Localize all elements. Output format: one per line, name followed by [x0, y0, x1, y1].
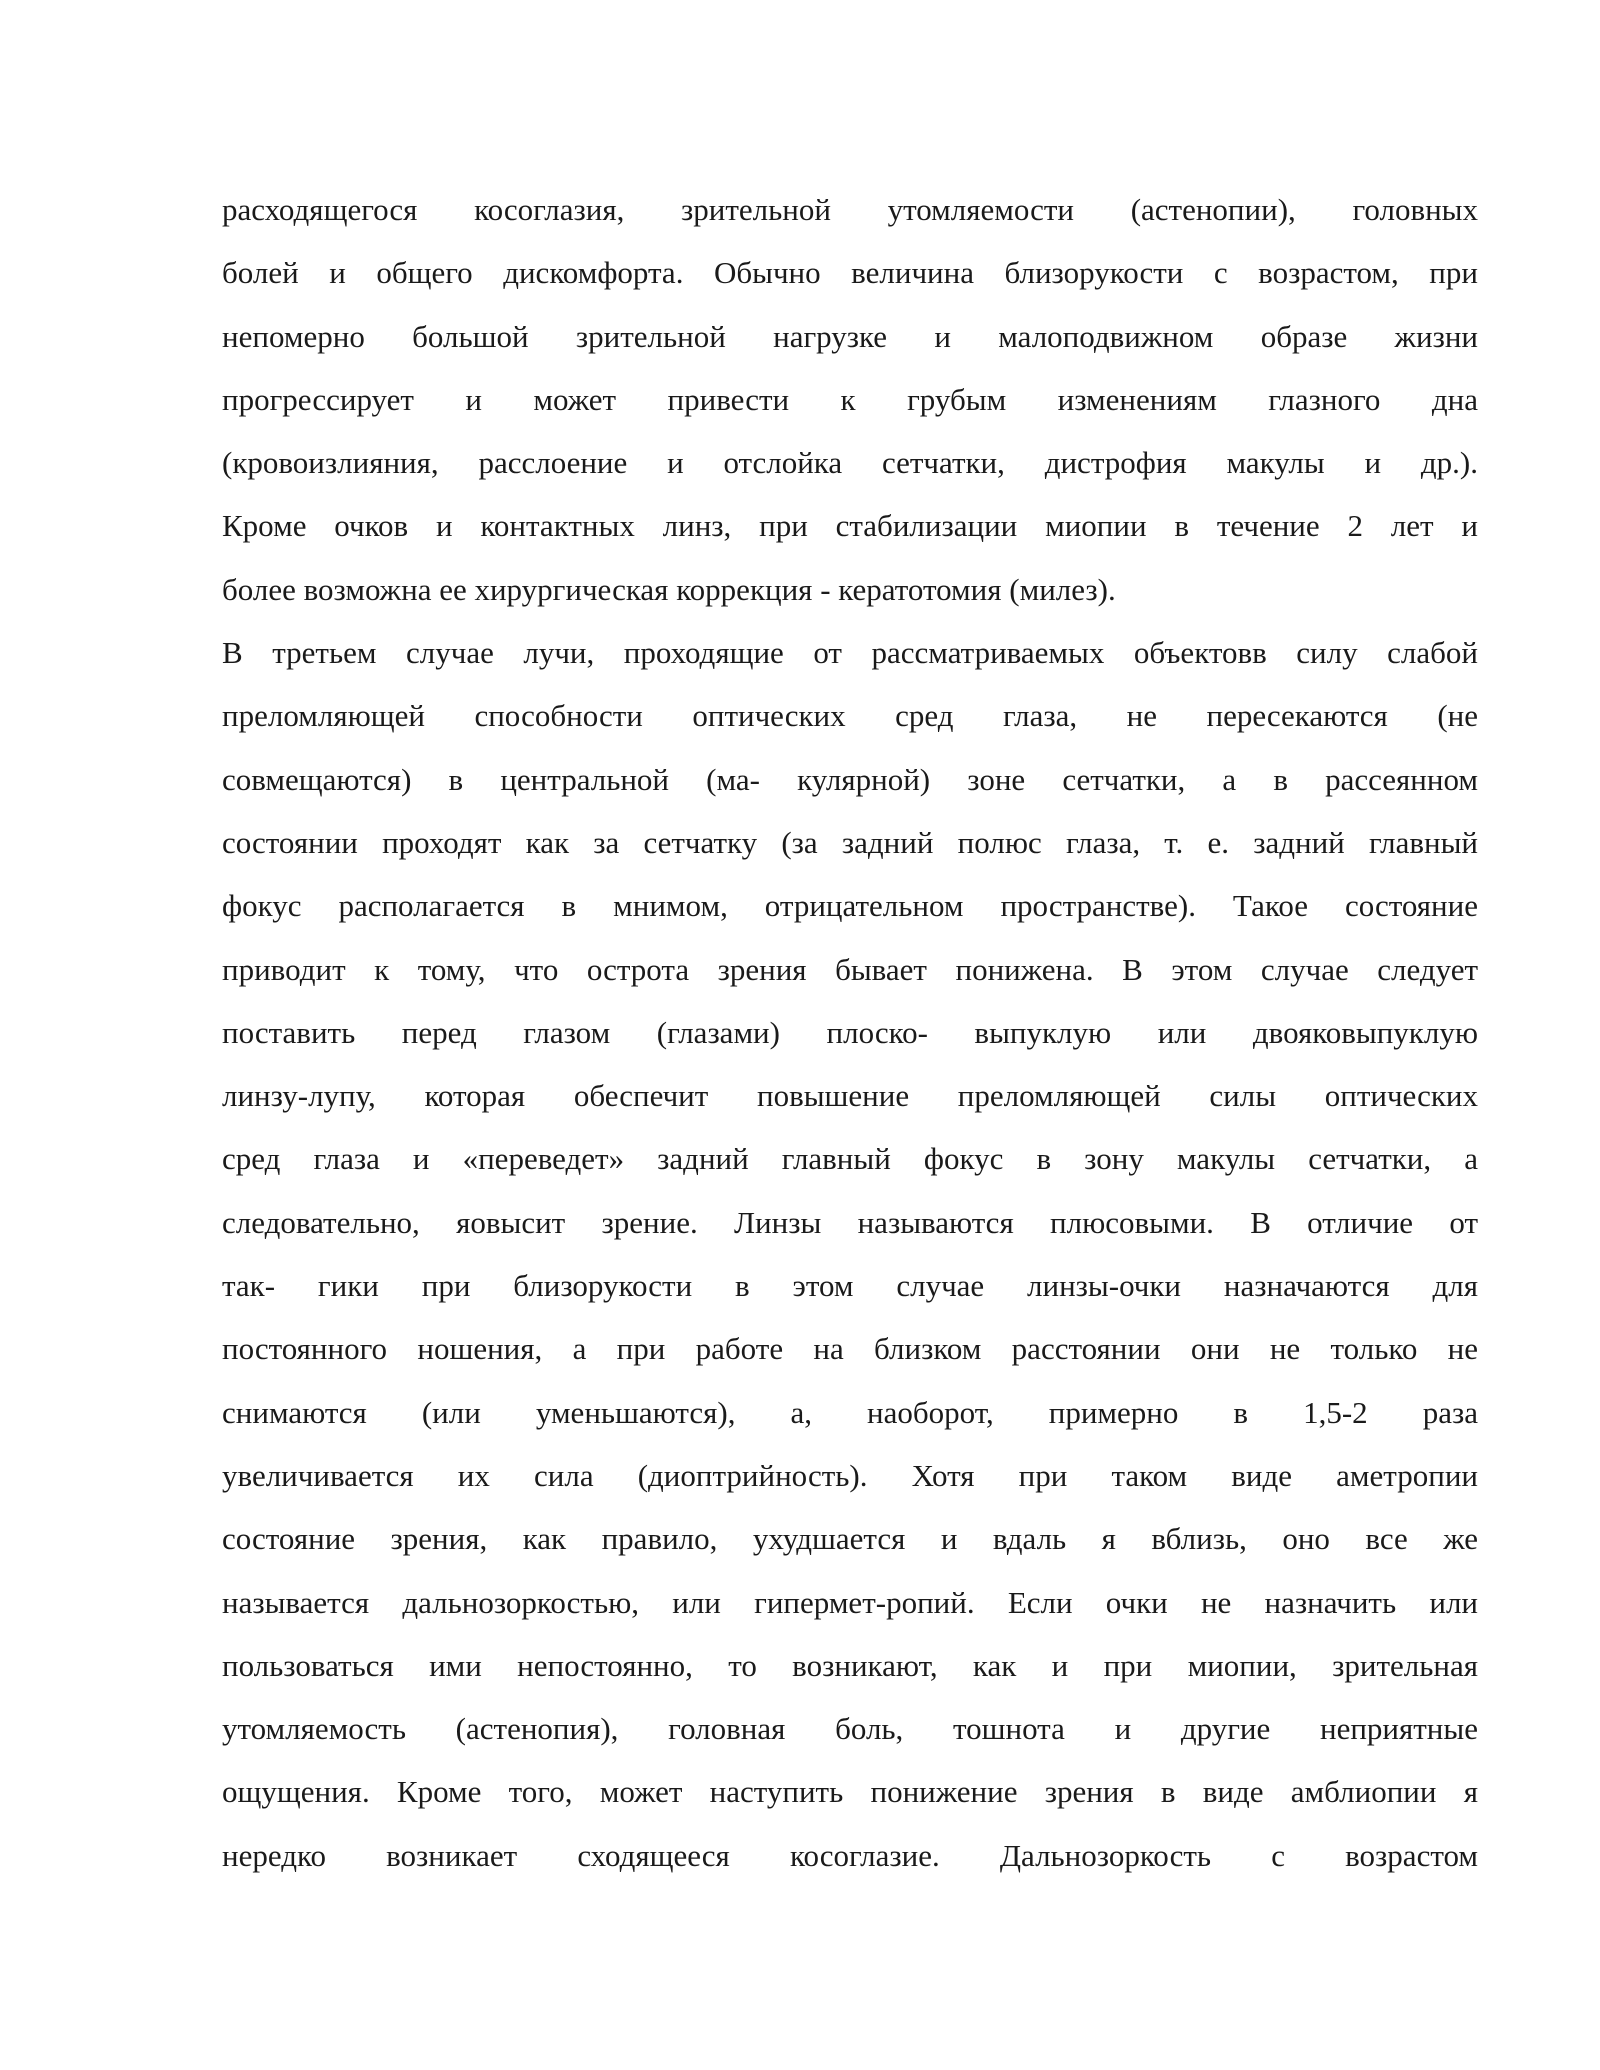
- text-line: увеличивается их сила (диоптрийность). Хотя при таком виде аметропии: [222, 1457, 1478, 1493]
- text-line: фокус располагается в мнимом, отрицательном пространстве). Такое состояние: [222, 888, 1478, 924]
- text-line: болей и общего дискомфорта. Обычно величина близорукости с возрастом, при: [222, 255, 1478, 291]
- text-line: расходящегося косоглазия, зрительной утомляемости (астенопии), головных: [222, 192, 1478, 227]
- text-line: (кровоизлияния, расслоение и отслойка сетчатки, дистрофия макулы и др.).: [222, 445, 1478, 481]
- text-line: состояние зрения, как правило, ухудшается и вдаль я вблизь, оно все же: [222, 1521, 1478, 1557]
- text-line: постоянного ношения, а при работе на близком расстоянии они не только не: [222, 1331, 1478, 1367]
- text-line: линзу-лупу, которая обеспечит повышение преломляющей силы оптических: [222, 1078, 1478, 1114]
- text-line: нередко возникает сходящееся косоглазие. Дальнозоркость с возрастом: [222, 1837, 1478, 1873]
- text-line: непомерно большой зрительной нагрузке и малоподвижном образе жизни: [222, 318, 1478, 354]
- text-line: Кроме очков и контактных линз, при стабилизации миопии в течение 2 лет и: [222, 508, 1478, 544]
- text-line: поставить перед глазом (глазами) плоско- выпуклую или двояковыпуклую: [222, 1014, 1478, 1050]
- text-line: преломляющей способности оптических сред глаза, не пересекаются (не: [222, 698, 1478, 734]
- text-line: так- гики при близорукости в этом случае линзы-очки назначаются для: [222, 1268, 1478, 1304]
- text-line: прогрессирует и может привести к грубым изменениям глазного дна: [222, 381, 1478, 417]
- text-line: утомляемость (астенопия), головная боль, тошнота и другие неприятные: [222, 1711, 1478, 1747]
- text-line: называется дальнозоркостью, или гипермет-ропий. Если очки не назначить или: [222, 1584, 1478, 1620]
- text-line: состоянии проходят как за сетчатку (за задний полюс глаза, т. е. задний главный: [222, 824, 1478, 860]
- text-line: В третьем случае лучи, проходящие от рассматриваемых объектовв силу слабой: [222, 635, 1478, 671]
- text-line: более возможна ее хирургическая коррекция - кератотомия (милез).: [222, 571, 1116, 607]
- body-text: [222, 183, 1478, 1892]
- text-line: совмещаются) в центральной (ма- кулярной) зоне сетчатки, а в рассеянном: [222, 761, 1478, 797]
- text-line: сред глаза и «переведет» задний главный фокус в зону макулы сетчатки, а: [222, 1141, 1478, 1177]
- text-line: приводит к тому, что острота зрения бывает понижена. В этом случае следует: [222, 951, 1478, 987]
- text-line: снимаются (или уменьшаются), а, наоборот, примерно в 1,5-2 раза: [222, 1394, 1478, 1430]
- text-line: пользоваться ими непостоянно, то возникают, как и при миопии, зрительная: [222, 1647, 1478, 1683]
- text-line: следовательно, яовысит зрение. Линзы называются плюсовыми. В отличие от: [222, 1204, 1478, 1240]
- text-line: ощущения. Кроме того, может наступить понижение зрения в виде амблиопии я: [222, 1774, 1478, 1810]
